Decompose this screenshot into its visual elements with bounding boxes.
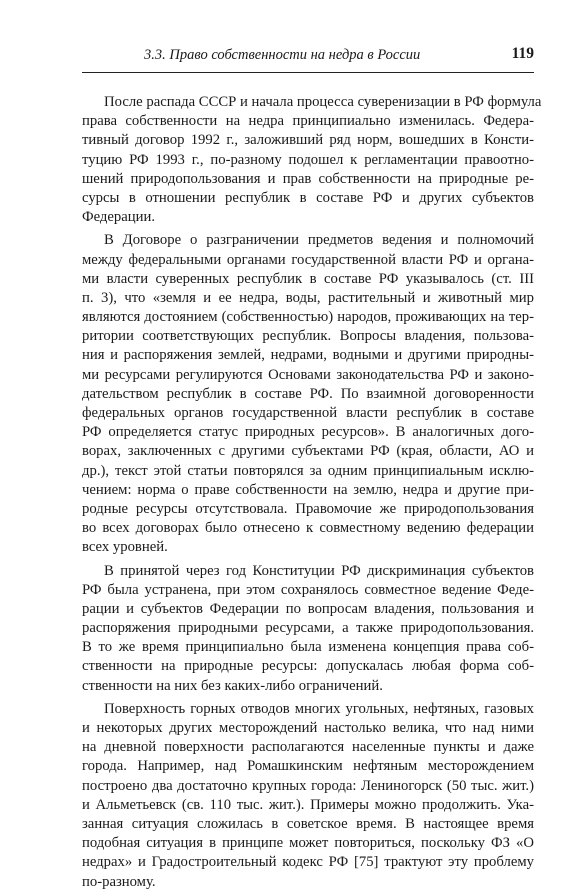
text-line: ственности на них без каких-либо ограничений. <box>82 677 383 694</box>
text-line: Поверхность горных отводов многих угольных, нефтяных, газовых <box>104 700 534 717</box>
header-rule <box>82 72 534 73</box>
text-line: рации и субъектов Федерации по вопросам владения, пользования и <box>82 600 534 617</box>
text-line: родные ресурсы отсутствовала. Правомочие же природопользования <box>82 500 534 517</box>
paragraph <box>82 231 534 557</box>
text-line: подобная ситуация в принципе может повториться, поскольку ФЗ «О <box>82 835 534 852</box>
text-line: являются достоянием (собственностью) народов, проживающих на тер- <box>82 309 534 326</box>
text-line: тивный договор 1992 г., заложивший ряд норм, вошедших в Консти- <box>82 132 534 149</box>
text-line: В Договоре о разграничении предметов ведения и полномочий <box>104 232 534 249</box>
text-line: всех уровней. <box>82 539 168 556</box>
page-number: 119 <box>511 45 534 62</box>
text-line: РФ была устранена, при этом сохранялось совместное ведение Феде- <box>82 581 534 598</box>
text-line: занная ситуация сложилась в советское время. В настоящее время <box>82 815 534 832</box>
text-line: В то же время принципиально была изменена концепция права соб- <box>82 639 534 656</box>
text-line: чением: норма о праве собственности на землю, недра и другие при- <box>82 481 534 498</box>
text-line: ственности на природные ресурсы: допускалась любая форма соб- <box>82 658 534 675</box>
text-line: РФ определяется статус природных ресурсов». В аналогичных дого- <box>82 424 534 441</box>
text-line: ворах, заключенных с другими субъектами РФ (края, области, АО и <box>82 443 534 460</box>
text-line: ритории соответствующих республик. Вопросы владения, пользова- <box>82 328 534 345</box>
text-line: п. 3), что «земля и ее недра, воды, растительный и животный мир <box>82 289 534 306</box>
text-line: и некоторых других месторождений настолько велика, что над ними <box>82 720 534 736</box>
body-text <box>82 93 542 896</box>
text-line: и Альметьевск (св. 110 тыс. жит.). Примеры можно продолжить. Ука- <box>82 796 534 813</box>
text-line: права собственности на недра принципиально изменилась. Федера- <box>82 113 534 130</box>
text-line: распоряжения природными ресурсами, а также природопользования. <box>82 620 534 637</box>
text-line: шений природопользования и прав собственности на природные ре- <box>82 170 534 187</box>
paragraph <box>82 700 534 892</box>
text-line: Федерации. <box>82 209 156 226</box>
text-line: федеральных органов государственной власти республик в составе <box>82 405 534 421</box>
paragraph <box>82 93 542 227</box>
paragraph <box>82 562 534 696</box>
text-line: ми власти суверенных республик в составе РФ указывалось (ст. III <box>82 270 534 287</box>
text-line: В принятой через год Конституции РФ дискриминация субъектов <box>104 562 534 579</box>
text-line: по-разному. <box>82 873 156 890</box>
text-line: др.), текст этой статьи повторялся за одним принципиальным исклю- <box>82 462 534 479</box>
text-line: ния и распоряжения землей, недрами, водными и другими природны- <box>82 347 534 364</box>
text-line: туцию РФ 1993 г., по-разному подошел к регламентации правоотно- <box>82 151 534 168</box>
text-line: дательством республик в составе РФ. По взаимной договоренности <box>82 385 534 402</box>
text-line: построено два достаточно крупных города: Лениногорск (50 тыс. жит.) <box>82 777 534 794</box>
text-line: сурсы в отношении республик в составе РФ и других субъектов <box>82 189 534 206</box>
running-header <box>82 44 534 70</box>
text-line: между федеральными органами государственной власти РФ и органа- <box>82 251 534 268</box>
text-line: города. Например, над Ромашкинским нефтяным месторождением <box>82 758 534 775</box>
text-line: ми ресурсами регулируются Основами законодательства РФ и законо- <box>82 366 534 383</box>
text-line: во всех договорах было отнесено к совместному ведению федерации <box>82 520 534 537</box>
text-line: недрах» и Градостроительный кодекс РФ [75] трактуют эту проблему <box>82 854 534 871</box>
text-line: После распада СССР и начала процесса суверенизации в РФ формула <box>104 94 542 110</box>
text-line: на дневной поверхности располагаются населенные пункты и даже <box>82 739 534 756</box>
running-title: 3.3. Право собственности на недра в России <box>144 47 421 63</box>
